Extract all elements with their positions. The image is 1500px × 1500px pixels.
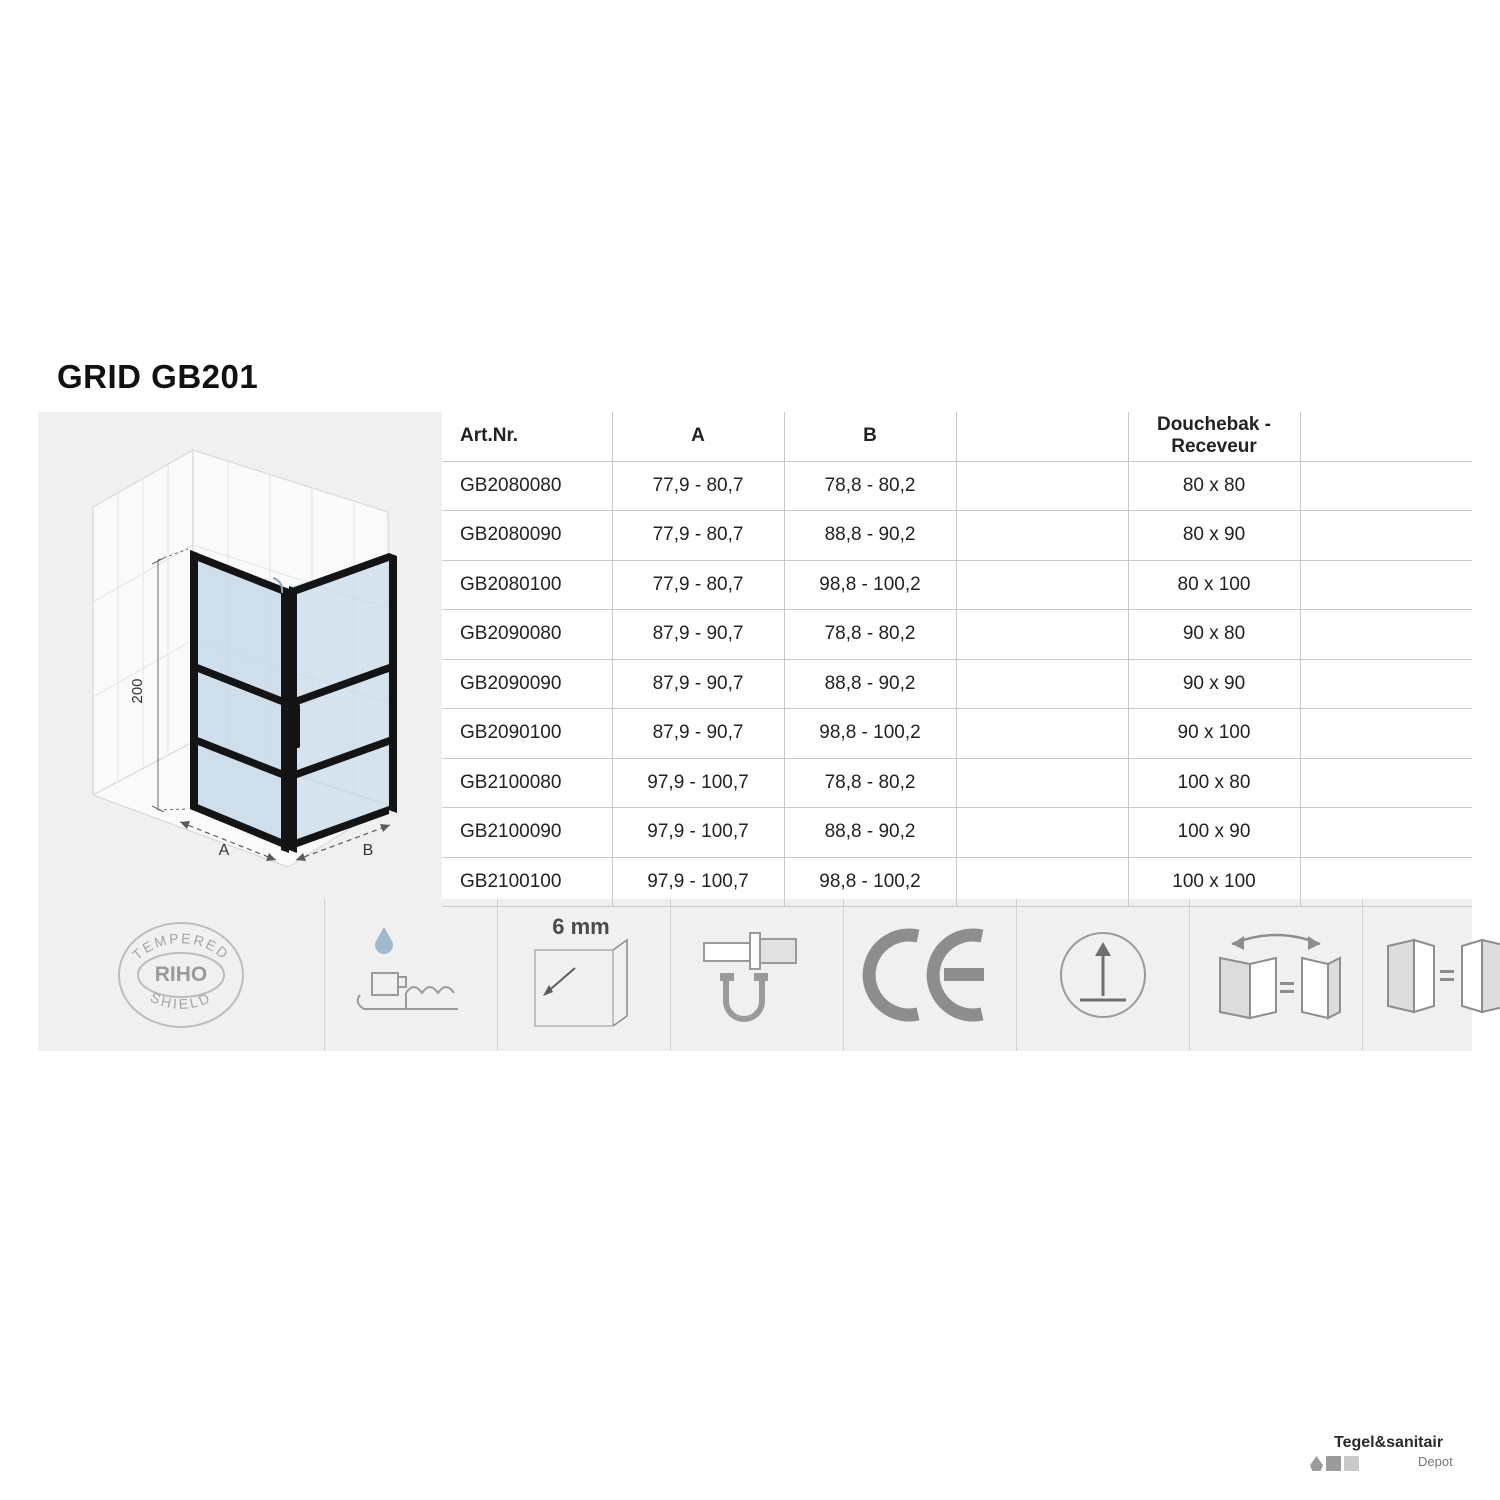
cell-b: 78,8 - 80,2 (784, 461, 956, 511)
cell-article-number: GB2100100 (442, 857, 612, 907)
cell-b: 98,8 - 100,2 (784, 560, 956, 610)
icon-cell-riho-shield (38, 899, 325, 1051)
icon-cell-water-repellent (325, 899, 498, 1051)
table-row (442, 709, 1472, 759)
cell-article-number: GB2090100 (442, 709, 612, 759)
watermark-brand: Tegel&sanitair (1334, 1434, 1444, 1451)
cell-blank (956, 511, 1128, 561)
icon-cell-reversible-door (1190, 899, 1363, 1051)
cell-blank-right (1300, 709, 1472, 759)
watermark-block (1344, 1456, 1359, 1471)
cell-b: 88,8 - 90,2 (784, 659, 956, 709)
watermark-sub: Depot (1418, 1454, 1453, 1469)
cell-shower-tray: 90 x 100 (1128, 709, 1300, 759)
feature-icon-strip (38, 899, 1472, 1051)
cell-b: 88,8 - 90,2 (784, 511, 956, 561)
cell-blank (956, 808, 1128, 858)
icon-cell-height-adjustable (1017, 899, 1190, 1051)
cell-blank-right (1300, 511, 1472, 561)
glass-thickness-label: 6 mm (552, 914, 610, 939)
riho-shield-center-text: RIHO (154, 963, 208, 986)
table-row (442, 610, 1472, 660)
cell-shower-tray: 100 x 100 (1128, 857, 1300, 907)
table-row (442, 560, 1472, 610)
cell-article-number: GB2080090 (442, 511, 612, 561)
cell-a: 77,9 - 80,7 (612, 511, 784, 561)
cell-article-number: GB2080080 (442, 461, 612, 511)
cell-a: 77,9 - 80,7 (612, 560, 784, 610)
cell-b: 78,8 - 80,2 (784, 758, 956, 808)
cell-article-number: GB2100090 (442, 808, 612, 858)
dim-b-label: B (362, 842, 374, 859)
table-row (442, 659, 1472, 709)
cell-blank-right (1300, 560, 1472, 610)
left-right-mountable-icon (1372, 920, 1500, 1030)
cell-b: 98,8 - 100,2 (784, 709, 956, 759)
upper-section (38, 412, 1472, 899)
cell-shower-tray: 90 x 80 (1128, 610, 1300, 660)
cell-article-number: GB2090080 (442, 610, 612, 660)
reversible-door-icon (1206, 920, 1346, 1030)
cell-b: 98,8 - 100,2 (784, 857, 956, 907)
cell-a: 97,9 - 100,7 (612, 758, 784, 808)
column-header-blank (956, 412, 1128, 461)
column-header-shower-tray-line2: Receveur (1171, 436, 1257, 458)
icon-cell-ce-mark (844, 899, 1017, 1051)
cell-blank-right (1300, 610, 1472, 660)
specification-table (442, 412, 1472, 907)
cell-a: 77,9 - 80,7 (612, 461, 784, 511)
table-row (442, 808, 1472, 858)
icon-cell-magnetic-profile (671, 899, 844, 1051)
riho-shield-top-text: TEMPERED (129, 930, 233, 963)
height-adjustable-icon (1048, 920, 1158, 1030)
cell-a: 87,9 - 90,7 (612, 610, 784, 660)
watermark (1304, 1432, 1476, 1484)
cell-blank-right (1300, 758, 1472, 808)
cell-blank (956, 610, 1128, 660)
cell-shower-tray: 80 x 80 (1128, 461, 1300, 511)
cell-shower-tray: 100 x 80 (1128, 758, 1300, 808)
cell-b: 88,8 - 90,2 (784, 808, 956, 858)
cell-a: 87,9 - 90,7 (612, 709, 784, 759)
cell-blank (956, 709, 1128, 759)
table-row (442, 461, 1472, 511)
icon-cell-left-right-mountable (1363, 899, 1500, 1051)
cell-article-number: GB2090090 (442, 659, 612, 709)
cell-article-number: GB2100080 (442, 758, 612, 808)
watermark-logo-blocks (1310, 1456, 1359, 1471)
column-header-a: A (612, 412, 784, 461)
cell-a: 87,9 - 90,7 (612, 659, 784, 709)
height-dimension-label: 200 (129, 678, 146, 704)
cell-shower-tray: 80 x 100 (1128, 560, 1300, 610)
column-header-b: B (784, 412, 956, 461)
cell-shower-tray: 100 x 90 (1128, 808, 1300, 858)
cell-blank (956, 659, 1128, 709)
content-area (38, 412, 1472, 1051)
cell-blank-right (1300, 808, 1472, 858)
cell-blank (956, 461, 1128, 511)
watermark-drop-icon (1310, 1456, 1323, 1471)
cell-blank-right (1300, 659, 1472, 709)
column-header-shower-tray-line1: Douchebak - (1156, 414, 1272, 436)
shower-enclosure-drawing (38, 412, 442, 899)
icon-cell-glass-thickness (498, 899, 671, 1051)
cell-a: 97,9 - 100,7 (612, 808, 784, 858)
column-header-blank-right (1300, 412, 1472, 461)
cell-blank (956, 758, 1128, 808)
cell-shower-tray: 90 x 90 (1128, 659, 1300, 709)
cell-shower-tray: 80 x 90 (1128, 511, 1300, 561)
cell-article-number: GB2080100 (442, 560, 612, 610)
cell-blank-right (1300, 461, 1472, 511)
cell-a: 97,9 - 100,7 (612, 857, 784, 907)
table-row (442, 758, 1472, 808)
glass-thickness-icon (509, 910, 659, 1040)
cell-blank (956, 560, 1128, 610)
riho-shield-bottom-text: SHIELD (147, 988, 215, 1013)
water-repellent-coating-icon (346, 915, 476, 1035)
column-header-article-number: Art.Nr. (442, 412, 612, 461)
table-row (442, 511, 1472, 561)
specification-table-wrapper (442, 412, 1472, 899)
cell-b: 78,8 - 80,2 (784, 610, 956, 660)
magnetic-profile-icon (692, 915, 822, 1035)
column-header-shower-tray (1128, 412, 1300, 461)
watermark-block (1326, 1456, 1341, 1471)
table-header-row (442, 412, 1472, 461)
riho-shield-seal-icon (96, 910, 266, 1040)
dim-a-label: A (218, 842, 230, 859)
ce-mark-icon (860, 920, 1000, 1030)
page-title: GRID GB201 (57, 358, 259, 395)
